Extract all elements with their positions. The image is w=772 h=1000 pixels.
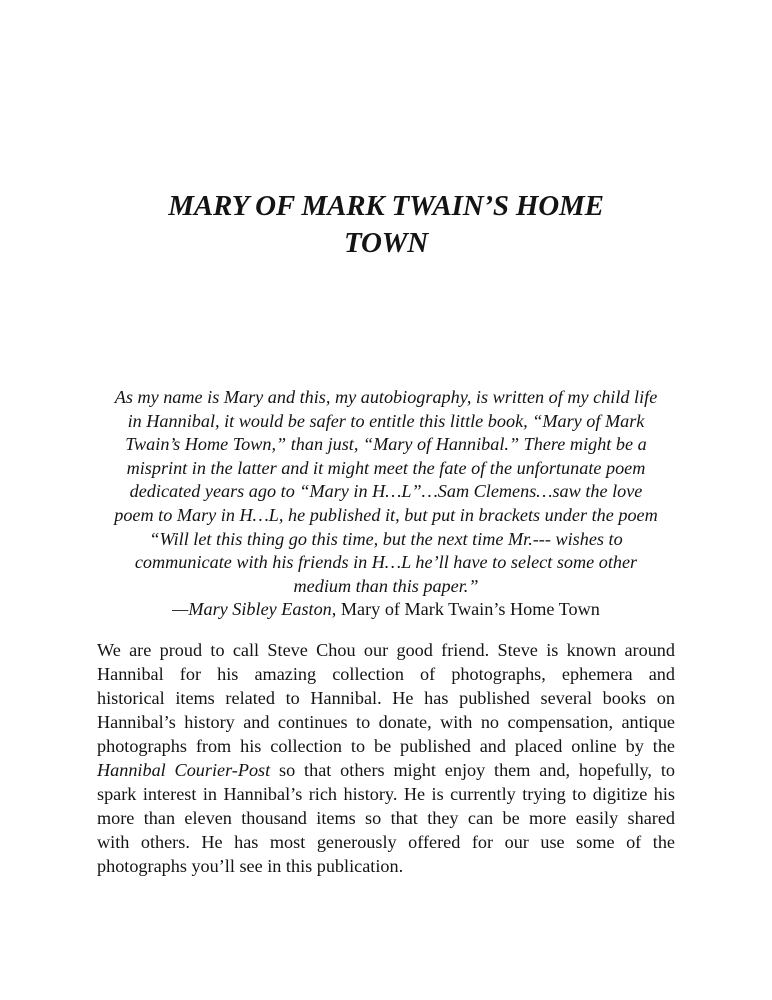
epigraph-quote xyxy=(96,386,676,598)
body-line: Hannibal’s history and continues to donate, with no compensation, antique xyxy=(97,712,675,732)
body-line: historical items related to Hannibal. He has published several books on xyxy=(97,688,675,708)
body-line: with others. He has most generously offered for our use some of the xyxy=(97,832,675,852)
body-line: Hannibal for his amazing collection of photographs, ephemera and xyxy=(97,664,675,684)
attribution-work: Mary of Mark Twain’s Home Town xyxy=(340,599,600,620)
epigraph-line: Twain’s Home Town,” than just, “Mary of Hannibal.” There might be a xyxy=(125,434,647,455)
epigraph xyxy=(96,386,676,622)
attribution-separator: , xyxy=(331,599,341,620)
epigraph-line: dedicated years ago to “Mary in H…L”…Sam Clemens…saw the love xyxy=(129,481,643,502)
newspaper-title: Hannibal Courier-Post xyxy=(97,760,271,780)
epigraph-attribution xyxy=(96,598,676,622)
body-line-newspaper xyxy=(97,758,675,782)
page-title-line: MARY OF MARK TWAIN’S HOME xyxy=(168,190,604,222)
epigraph-line: medium than this paper.” xyxy=(293,575,479,596)
epigraph-line: “Will let this thing go this time, but the next time Mr.--- wishes to xyxy=(149,528,623,549)
body-line-rest: so that others might enjoy them and, hopefully, to xyxy=(270,760,675,780)
body-line: photographs you’ll see in this publication. xyxy=(97,856,404,876)
epigraph-line: communicate with his friends in H…L he’ll have to select some other xyxy=(134,552,638,573)
body-line: more than eleven thousand items so that they can be more easily shared xyxy=(97,808,675,828)
epigraph-line: poem to Mary in H…L, he published it, but put in brackets under the poem xyxy=(114,504,658,525)
page-title xyxy=(100,188,672,262)
epigraph-line: As my name is Mary and this, my autobiography, is written of my child life xyxy=(114,387,658,407)
body-line: We are proud to call Steve Chou our good friend. Steve is known around xyxy=(97,640,675,660)
body-line: photographs from his collection to be published and placed online by the xyxy=(97,736,675,756)
page-title-line: TOWN xyxy=(343,227,429,259)
attribution-author: —Mary Sibley Easton xyxy=(172,599,332,620)
epigraph-line: misprint in the latter and it might meet the fate of the unfortunate poem xyxy=(126,457,646,478)
body-line: spark interest in Hannibal’s rich history. He is currently trying to digitize his xyxy=(97,784,675,804)
body-paragraph xyxy=(97,638,675,878)
epigraph-line: in Hannibal, it would be safer to entitle this little book, “Mary of Mark xyxy=(127,410,645,431)
